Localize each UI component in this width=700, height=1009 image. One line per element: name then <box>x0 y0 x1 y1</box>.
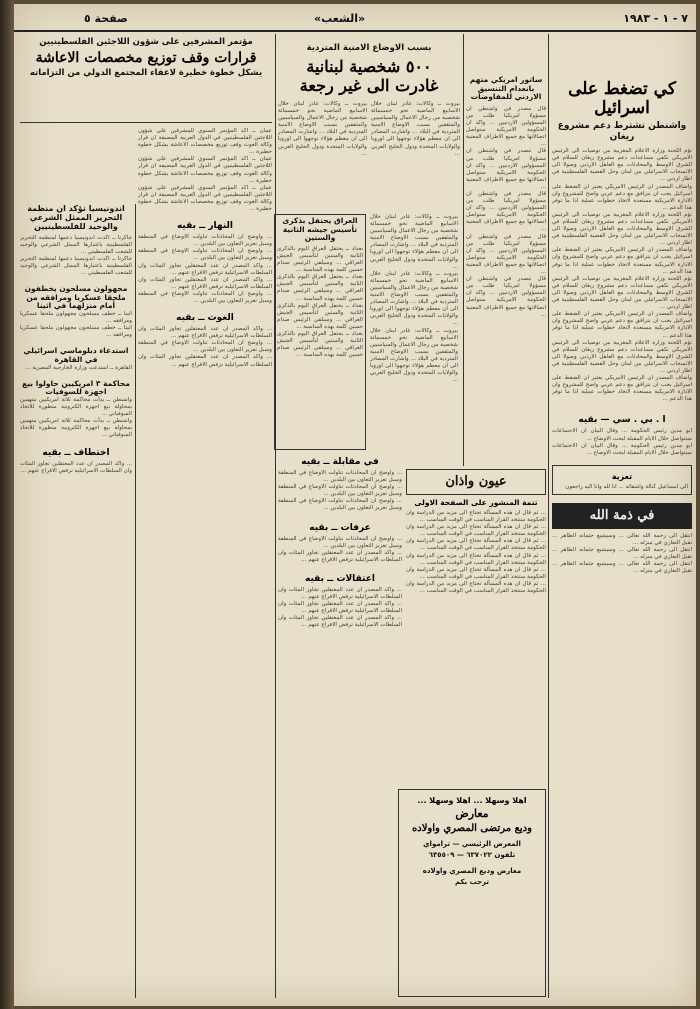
iraq-body: بغداد ــ يحتفل العراق اليوم بالذكرى الثانية والستين لتأسيس الجيش العراقي ... وسيلقي الرئيس صدام حسين كلمة بهذه المناسبة ... <box>277 331 363 359</box>
obituary-body: الى اسماعيل كنالة واشقائه ... انا لله وانا اليه راجعون <box>565 483 688 490</box>
continuation-body: ... واكد المصدر ان عدد المعتقلين تجاوز المئات وان السلطات الاسرائيلية ترفض الافراج عنهم ... <box>138 326 272 340</box>
continuation-ikhtitaf: اختطاف ــ بقيه <box>42 447 110 458</box>
uyun-body: ... ثم قال ان هذه المسألة تحتاج الى مزيد من الدراسة وان الحكومة ستتخذ القرار المناسب في الوقت المناسب ... <box>406 538 546 552</box>
ad-line: تلفون ٦٣٧٠٢٢ — ٦٣٥٥٠٩ <box>428 851 516 860</box>
trial-body: واشنطن ــ بدأت محاكمة ثلاثة امريكيين متهمين بمحاولة بيع اجهزة الكترونية متطورة للاتحاد السوفياتي ... <box>20 418 132 439</box>
article-body: تؤم اللجنة وزارة الاعلام المغربية من توصيات الى الرئيس الامريكي تكفي مساعدات دعم مشروع ريغان للسلام في الشرق الاوسط والمحادثات مع العاهل الاردني وصولا الى الانسحاب الاسرائيلي من لبنان وحل القضية الفلسطينية في اطار اردني ... <box>552 275 692 311</box>
continuation-body: ... واكد المصدر ان عدد المعتقلين تجاوز المئات وان السلطات الاسرائيلية ترفض الافراج عنهم ... <box>138 354 272 368</box>
uyun-body: ... ثم قال ان هذه المسألة تحتاج الى مزيد من الدراسة وان الحكومة ستتخذ القرار المناسب في الوقت المناسب ... <box>406 524 546 538</box>
continuation-body: ... واوضح ان المحادثات تناولت الاوضاع في المنطقة وسبل تعزيز التعاون بين البلدين ... <box>138 340 272 354</box>
obituary-notice-body: انتقل الى رحمة الله تعالى ... وسيشيع جثمانه الطاهر ... تقبل التعازي في منزله ... <box>552 532 692 546</box>
indonesia-body: جاكرتا ــ اكدت اندونيسيا دعمها لمنظمة التحرير الفلسطينية باعتبارها الممثل الشرعي والوحيد للشعب الفلسطيني ... <box>20 234 132 255</box>
continuation-body: ... واكد المصدر ان عدد المعتقلين تجاوز المئات وان السلطات الاسرائيلية ترفض الافراج عنهم ... <box>138 276 272 290</box>
left-headline: قرارات وقف توزيع مخصصات الاعاشة <box>35 49 257 66</box>
continuation-body: ... واوضح ان المحادثات تناولت الاوضاع في المنطقة وسبل تعزيز التعاون بين البلدين ... <box>138 234 272 248</box>
continuation-body: ... واكد المصدر ان عدد المعتقلين تجاوز المئات وان السلطات الاسرائيلية ترفض الافراج عنهم ... <box>278 615 402 629</box>
uyun-subhead: تتمة المنشور على الصفحة الاولى <box>414 498 538 507</box>
column-rule <box>548 34 549 998</box>
article-body: قال مصدر في واشنطن ان مسؤولا امريكيا طلب من المسؤولين الاردنيين ... واكد ان الحكومة الامريكية ستواصل اتصالاتها مع جميع الاطراف المعنية ... <box>466 148 546 190</box>
column-right <box>552 34 692 1000</box>
subhead-reagan-plan: واشنطن تشترط دعم مشروع ريغان <box>557 121 687 142</box>
masthead <box>14 10 696 32</box>
ad-name: وديع مرتضى المصري واولاده <box>412 823 532 835</box>
continuation-body: ... واوضح ان المحادثات تناولت الاوضاع في المنطقة وسبل تعزيز التعاون بين البلدين ... <box>278 484 402 498</box>
continuation-body: ... واوضح ان المحادثات تناولت الاوضاع في المنطقة وسبل تعزيز التعاون بين البلدين ... <box>278 535 402 549</box>
continuation-fi-muqabala: في مقابلة ــ بقيه <box>301 457 379 467</box>
main-story <box>278 44 460 158</box>
left-story-body <box>138 128 272 988</box>
obituary-notice-body: انتقل الى رحمة الله تعالى ... وسيشيع جثمانه الطاهر ... تقبل التعازي في منزله ... <box>552 561 692 575</box>
ad-title: معارض <box>455 807 489 820</box>
headline-indonesia: اندونيسيا تؤكد ان منظمة التحرير الممثل الشرعي والوحيد للفلسطينيين <box>27 204 125 232</box>
left-story <box>20 38 272 79</box>
article-body: قال مصدر في واشنطن ان مسؤولا امريكيا طلب من المسؤولين الاردنيين ... واكد ان الحكومة الامريكية ستواصل اتصالاتها مع جميع الاطراف المعنية ... <box>466 233 546 276</box>
continuation-body: ... واوضح ان المحادثات تناولت الاوضاع في المنطقة وسبل تعزيز التعاون بين البلدين ... <box>138 290 272 304</box>
gunmen-body: اثينا ــ خطف مسلحون مجهولون ملحقا عسكريا ومرافقه ... <box>20 325 132 339</box>
left-kicker: مؤتمر المشرفين على شؤون اللاجئين الفلسطينيين <box>39 37 253 47</box>
article-body: قال مصدر في واشنطن ان مسؤولا امريكيا طلب من المسؤولين الاردنيين ... واكد ان الحكومة الامريكية ستواصل اتصالاتها مع جميع الاطراف المعنية ... <box>466 105 546 148</box>
left-edge-column <box>20 204 132 994</box>
article-body: تؤم اللجنة وزارة الاعلام المغربية من توصيات الى الرئيس الامريكي تكفي مساعدات دعم مشروع ريغان للسلام في الشرق الاوسط والمحادثات مع العاهل الاردني وصولا الى الانسحاب الاسرائيلي من لبنان وحل القضية الفلسطينية في اطار اردني ... <box>552 339 692 374</box>
continuation-al-nahar: النهار ــ بقيه <box>176 221 234 232</box>
continuation-al-ghouta: الغوث ــ بقيه <box>176 313 234 324</box>
obituary-title: تعزية <box>611 471 633 481</box>
continuation-body: ... واكد المصدر ان عدد المعتقلين تجاوز المئات وان السلطات الاسرائيلية ترفض الافراج عنهم ... <box>138 262 272 276</box>
left-subhead: يشكل خطوة خطيرة لاعفاء المجتمع الدولي من التزاماته <box>29 68 263 79</box>
uyun-body: ... ثم قال ان هذه المسألة تحتاج الى مزيد من الدراسة وان الحكومة ستتخذ القرار المناسب في الوقت المناسب ... <box>406 580 546 595</box>
headline-trial: محاكمة ٣ امريكيين حاولوا بيع اجهزة للسوفيات <box>22 378 130 397</box>
uyun-body: ... ثم قال ان هذه المسألة تحتاج الى مزيد من الدراسة وان الحكومة ستتخذ القرار المناسب في الوقت المناسب ... <box>406 552 546 566</box>
headline-israel-pressure: كي تضغط على اسرائيل <box>568 79 676 118</box>
headline-gunmen: مجهولون مسلحون يخطفون ملحقا عسكريا ومرافقه من أمام منزلهما في اثينا <box>24 284 128 311</box>
ad-top: اهلا وسهلا ... اهلا وسهلا ... <box>417 796 527 805</box>
continuation-arafat: عرفات ــ بقيه <box>309 522 371 533</box>
article-body: واضاف المصدر ان الرئيس الامريكي يعتبر ان الضغط على اسرائيل يجب ان يترافق مع دعم عربي واضح للمشروع وان الادارة الامريكية مستعدة لاتخاذ خطوات عملية اذا ما توفر هذا الدعم ... <box>552 311 692 339</box>
indonesia-body: جاكرتا ــ اكدت اندونيسيا دعمها لمنظمة التحرير الفلسطينية باعتبارها الممثل الشرعي والوحيد للشعب الفلسطيني ... <box>20 255 132 277</box>
ad-box <box>398 789 546 997</box>
page-number: صفحة ٥ <box>84 12 128 25</box>
iraq-body: بغداد ــ يحتفل العراق اليوم بالذكرى الثانية والستين لتأسيس الجيش العراقي ... وسيلقي الرئيس صدام حسين كلمة بهذه المناسبة ... <box>277 274 363 302</box>
continuation-body: ... واوضح ان المحادثات تناولت الاوضاع في المنطقة وسبل تعزيز التعاون بين البلدين ... <box>138 248 272 262</box>
main-headline-2: غادرت الى غير رجعة <box>299 76 439 96</box>
continuations-column <box>278 454 402 994</box>
column-rule <box>135 204 136 998</box>
main-body: بيروت ــ وكالات: غادر لبنان خلال الاسابيع الماضية نحو خمسمائة شخصية من رجال الاعمال والسياسيين والمثقفين بسبب الاوضاع الامنية المتردية في البلاد ... واشارت المصادر الى ان معظم هؤلاء توجهوا الى اوروبا والولايات المتحدة ودول الخليج العربي ... <box>371 100 460 157</box>
column-rule <box>275 34 276 998</box>
gunmen-body: اثينا ــ خطف مسلحون مجهولون ملحقا عسكريا ومرافقه ... <box>20 311 132 325</box>
trial-body: واشنطن ــ بدأت محاكمة ثلاثة امريكيين متهمين بمحاولة بيع اجهزة الكترونية متطورة للاتحاد السوفياتي ... <box>20 396 132 418</box>
diplomat-body: القاهرة ــ استدعت وزارة الخارجية المصرية ... <box>25 364 132 371</box>
left-body: عمان ــ اكد المؤتمر السنوي للمشرفين على شؤون اللاجئين الفلسطينيين في الدول العربية المضيفة ان قرار وكالة الغوث وقف توزيع مخصصات الاعاشة يشكل خطوة خطيرة ... <box>138 184 272 213</box>
uyun-wa-adhan-logo: عيون واذان <box>406 469 546 495</box>
uyun-wa-adhan-section <box>406 469 546 779</box>
left-body: عمان ــ اكد المؤتمر السنوي للمشرفين على شؤون اللاجئين الفلسطينيين في الدول العربية المضيفة ان قرار وكالة الغوث وقف توزيع مخصصات الاعاشة يشكل خطوة خطيرة ... <box>138 156 272 184</box>
article-body: قال مصدر في واشنطن ان مسؤولا امريكيا طلب من المسؤولين الاردنيين ... واكد ان الحكومة الامريكية ستواصل اتصالاتها مع جميع الاطراف المعنية ... <box>466 191 546 233</box>
continuation-body: ... واكد المصدر ان عدد المعتقلين تجاوز المئات وان السلطات الاسرائيلية ترفض الافراج عنهم ... <box>20 460 132 474</box>
continuation-body: ... واكد المصدر ان عدد المعتقلين تجاوز المئات وان السلطات الاسرائيلية ترفض الافراج عنهم ... <box>278 601 402 615</box>
section-rule <box>20 122 272 123</box>
main-story-continued <box>370 214 458 444</box>
main-headline-1: ٥٠٠ شخصية لبنانية <box>306 56 432 76</box>
ad-line: معارض وديع المصري واولاده <box>422 867 522 876</box>
article-body: تؤم اللجنة وزارة الاعلام المغربية من توصيات الى الرئيس الامريكي تكفي مساعدات دعم مشروع ريغان للسلام في الشرق الاوسط والمحادثات مع العاهل الاردني وصولا الى الانسحاب الاسرائيلي من لبنان وحل القضية الفلسطينية في اطار اردني ... <box>552 211 692 247</box>
headline-american-senator: ساتور امريكي متهم بانعدام التنسيق الاردني للمفاوضات <box>469 75 543 102</box>
iraq-body: بغداد ــ يحتفل العراق اليوم بالذكرى الثانية والستين لتأسيس الجيش العراقي ... وسيلقي الرئيس صدام حسين كلمة بهذه المناسبة ... <box>277 245 363 274</box>
article-body: ابو مدين رئيس الحكومة ... وقال البيان ان الاجتماعات ستتواصل خلال الايام المقبلة لبحث الاوضاع ... <box>552 428 692 442</box>
ad-line: ترحب بكم <box>454 878 490 887</box>
article-body: واضاف المصدر ان الرئيس الامريكي يعتبر ان الضغط على اسرائيل يجب ان يترافق مع دعم عربي واضح للمشروع وان الادارة الامريكية مستعدة لاتخاذ خطوات عملية اذا ما توفر هذا الدعم ... <box>552 183 692 211</box>
ad-line: المعرض الرئيسي — ترامواي <box>423 840 521 849</box>
continuation-body: ... واوضح ان المحادثات تناولت الاوضاع في المنطقة وسبل تعزيز التعاون بين البلدين ... <box>278 498 402 512</box>
uyun-body: ... ثم قال ان هذه المسألة تحتاج الى مزيد من الدراسة وان الحكومة ستتخذ القرار المناسب في الوقت المناسب ... <box>406 566 546 580</box>
main-kicker: بسبب الاوضاع الامنية المتردية <box>306 43 432 53</box>
continuation-itiqalat: اعتقالات ــ بقيه <box>305 573 375 584</box>
left-body: عمان ــ اكد المؤتمر السنوي للمشرفين على شؤون اللاجئين الفلسطينيين في الدول العربية المضيفة ان قرار وكالة الغوث وقف توزيع مخصصات الاعاشة يشكل خطوة خطيرة ... <box>138 128 272 156</box>
continuation-body: ... واكد المصدر ان عدد المعتقلين تجاوز المئات وان السلطات الاسرائيلية ترفض الافراج عنهم ... <box>278 586 402 601</box>
uyun-body: ... ثم قال ان هذه المسألة تحتاج الى مزيد من الدراسة وان الحكومة ستتخذ القرار المناسب في الوقت المناسب ... <box>406 510 546 524</box>
obituary-box <box>552 465 692 495</box>
obituary-notice-body: انتقل الى رحمة الله تعالى ... وسيشيع جثمانه الطاهر ... تقبل التعازي في منزله ... <box>552 547 692 561</box>
article-body: واضاف المصدر ان الرئيس الامريكي يعتبر ان الضغط على اسرائيل يجب ان يترافق مع دعم عربي واضح للمشروع وان الادارة الامريكية مستعدة لاتخاذ خطوات عملية اذا ما توفر هذا الدعم ... <box>552 375 692 403</box>
column-rule <box>463 34 464 466</box>
headline-iraq-army: العراق يحتفل بذكرى تأسيس جيشه الثانية والستين <box>282 216 358 243</box>
main-body: بيروت ــ وكالات: غادر لبنان خلال الاسابيع الماضية نحو خمسمائة شخصية من رجال الاعمال والسياسيين والمثقفين بسبب الاوضاع الامنية المتردية في البلاد ... واشارت المصادر الى ان معظم هؤلاء توجهوا الى اوروبا والولايات المتحدة ودول الخليج العربي ... <box>278 100 367 157</box>
publication-name: «الشعب» <box>314 12 366 25</box>
binding-edge <box>0 0 14 1009</box>
newspaper-page <box>14 4 696 1006</box>
article-body: قال مصدر في واشنطن ان مسؤولا امريكيا طلب من المسؤولين الاردنيين ... واكد ان الحكومة الامريكية ستواصل اتصالاتها مع جميع الاطراف المعنية ... <box>466 276 546 318</box>
main-body: بيروت ــ وكالات: غادر لبنان خلال الاسابيع الماضية نحو خمسمائة شخصية من رجال الاعمال والسياسيين والمثقفين بسبب الاوضاع الامنية المتردية في البلاد ... واشارت المصادر الى ان معظم هؤلاء توجهوا الى اوروبا والولايات المتحدة ودول الخليج العربي ... <box>370 214 458 270</box>
column-mid-right <box>466 34 546 466</box>
main-body: بيروت ــ وكالات: غادر لبنان خلال الاسابيع الماضية نحو خمسمائة شخصية من رجال الاعمال والسياسيين والمثقفين بسبب الاوضاع الامنية المتردية في البلاد ... واشارت المصادر الى ان معظم هؤلاء توجهوا الى اوروبا والولايات المتحدة ودول الخليج العربي ... <box>370 270 458 327</box>
fi-dhimat-allah-logo: في ذمة الله <box>552 503 692 529</box>
headline-diplomat: استدعاء دبلوماسي اسرائيلي في القاهرة <box>23 346 129 364</box>
main-body: بيروت ــ وكالات: غادر لبنان خلال الاسابيع الماضية نحو خمسمائة شخصية من رجال الاعمال والسياسيين والمثقفين بسبب الاوضاع الامنية المتردية في البلاد ... واشارت المصادر الى ان معظم هؤلاء توجهوا الى اوروبا والولايات المتحدة ودول الخليج العربي ... <box>370 327 458 384</box>
article-body: ابو مدين رئيس الحكومة ... وقال البيان ان الاجتماعات ستتواصل خلال الايام المقبلة لبحث الاوضاع ... <box>552 442 692 456</box>
continuation-body: ... واكد المصدر ان عدد المعتقلين تجاوز المئات وان السلطات الاسرائيلية ترفض الافراج عنهم ... <box>278 549 402 563</box>
iraq-box <box>274 214 366 450</box>
iraq-body: بغداد ــ يحتفل العراق اليوم بالذكرى الثانية والستين لتأسيس الجيش العراقي ... وسيلقي الرئيس صدام حسين كلمة بهذه المناسبة ... <box>277 302 363 330</box>
continuation-heading: ا . بي . سي — بقيه <box>578 415 666 426</box>
article-body: واضاف المصدر ان الرئيس الامريكي يعتبر ان الضغط على اسرائيل يجب ان يترافق مع دعم عربي واضح للمشروع وان الادارة الامريكية مستعدة لاتخاذ خطوات عملية اذا ما توفر هذا الدعم ... <box>552 247 692 275</box>
issue-date: ٧ - ١ - ١٩٨٣ <box>623 12 688 25</box>
article-body: تؤم اللجنة وزارة الاعلام المغربية من توصيات الى الرئيس الامريكي تكفي مساعدات دعم مشروع ريغان للسلام في الشرق الاوسط والمحادثات مع العاهل الاردني وصولا الى الانسحاب الاسرائيلي من لبنان وحل القضية الفلسطينية في اطار اردني ... <box>552 148 692 183</box>
continuation-body: ... واوضح ان المحادثات تناولت الاوضاع في المنطقة وسبل تعزيز التعاون بين البلدين ... <box>278 470 402 484</box>
